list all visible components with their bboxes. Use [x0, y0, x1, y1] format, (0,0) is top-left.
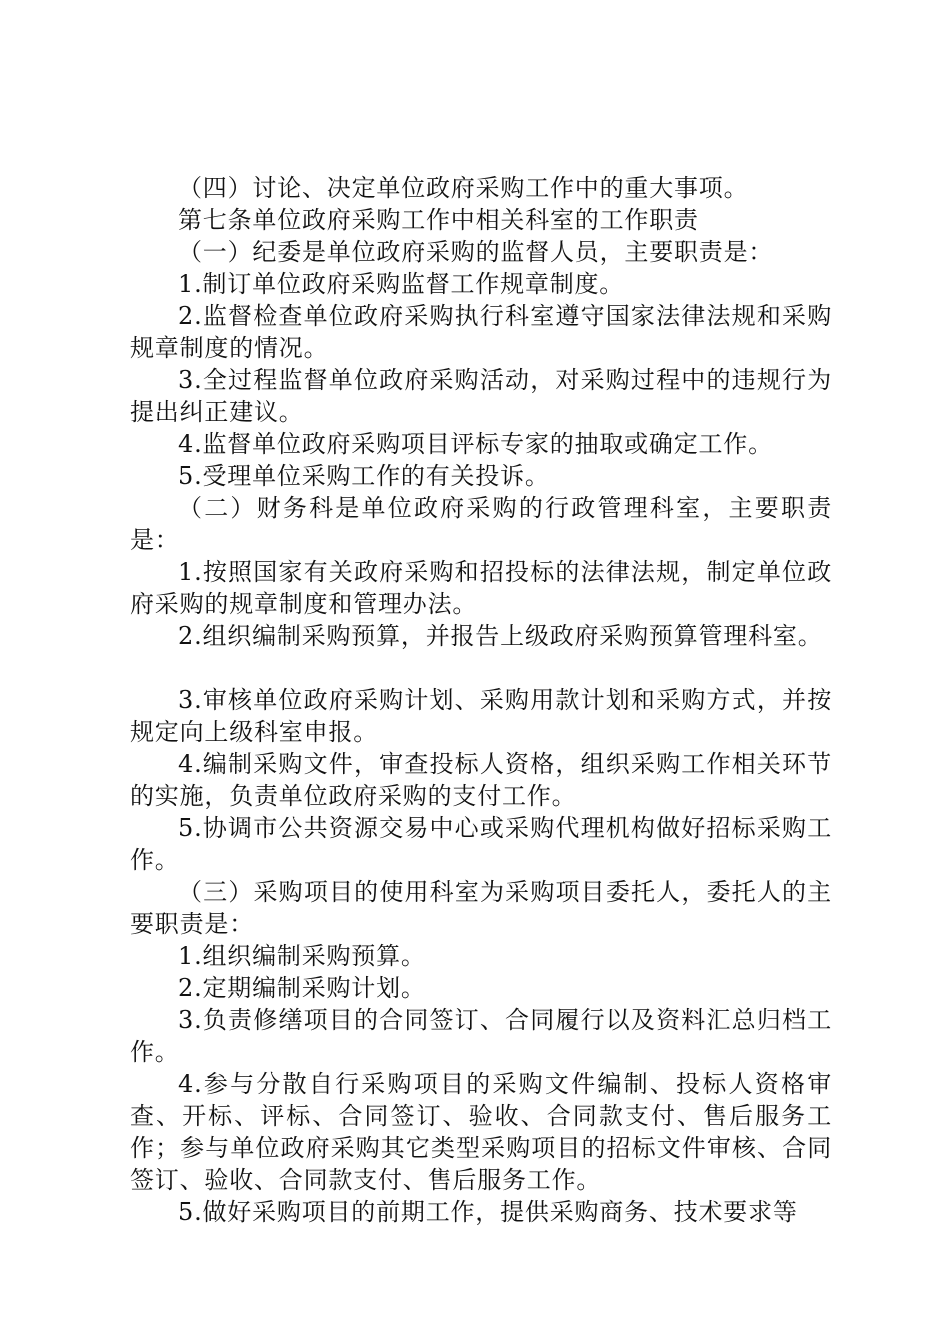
- section-3-user-department: （三）采购项目的使用科室为采购项目委托人，委托人的主要职责是：: [130, 878, 832, 938]
- duty-2-3: 3.审核单位政府采购计划、采购用款计划和采购方式，并按规定向上级科室申报。: [130, 686, 832, 746]
- section-1-discipline-committee: （一）纪委是单位政府采购的监督人员，主要职责是：: [178, 238, 774, 266]
- section-2-finance: （二）财务科是单位政府采购的行政管理科室，主要职责是：: [130, 494, 832, 554]
- duty-2-2: 2.组织编制采购预算，并报告上级政府采购预算管理科室。: [178, 622, 823, 650]
- duty-2-1: 1.按照国家有关政府采购和招投标的法律法规，制定单位政府采购的规章制度和管理办法。: [130, 558, 832, 618]
- duty-1-2: 2.监督检查单位政府采购执行科室遵守国家法律法规和采购规章制度的情况。: [130, 302, 832, 362]
- duty-3-5: 5.做好采购项目的前期工作，提供采购商务、技术要求等: [178, 1198, 798, 1226]
- duty-2-5: 5.协调市公共资源交易中心或采购代理机构做好招标采购工作。: [130, 814, 832, 874]
- duty-2-4: 4.编制采购文件，审查投标人资格，组织采购工作相关环节的实施，负责单位政府采购的支付工作。: [130, 750, 832, 810]
- duty-3-3: 3.负责修缮项目的合同签订、合同履行以及资料汇总归档工作。: [130, 1006, 832, 1066]
- document-body: [130, 172, 832, 1228]
- duty-1-3: 3.全过程监督单位政府采购活动，对采购过程中的违规行为提出纠正建议。: [130, 366, 832, 426]
- article-7-heading: 第七条单位政府采购工作中相关科室的工作职责: [178, 206, 699, 234]
- duty-3-1: 1.组织编制采购预算。: [178, 942, 426, 970]
- paragraph-item-4-discuss: （四）讨论、决定单位政府采购工作中的重大事项。: [178, 174, 749, 202]
- duty-3-4: 4.参与分散自行采购项目的采购文件编制、投标人资格审查、开标、评标、合同签订、验收、合同款支付、售后服务工作；参与单位政府采购其它类型采购项目的招标文件审核、合同签订、验收、合同款支付、售后服务工作。: [130, 1070, 832, 1194]
- duty-1-4: 4.监督单位政府采购项目评标专家的抽取或确定工作。: [178, 430, 773, 458]
- duty-3-2: 2.定期编制采购计划。: [178, 974, 426, 1002]
- duty-1-5: 5.受理单位采购工作的有关投诉。: [178, 462, 550, 490]
- duty-1-1: 1.制订单位政府采购监督工作规章制度。: [178, 270, 625, 298]
